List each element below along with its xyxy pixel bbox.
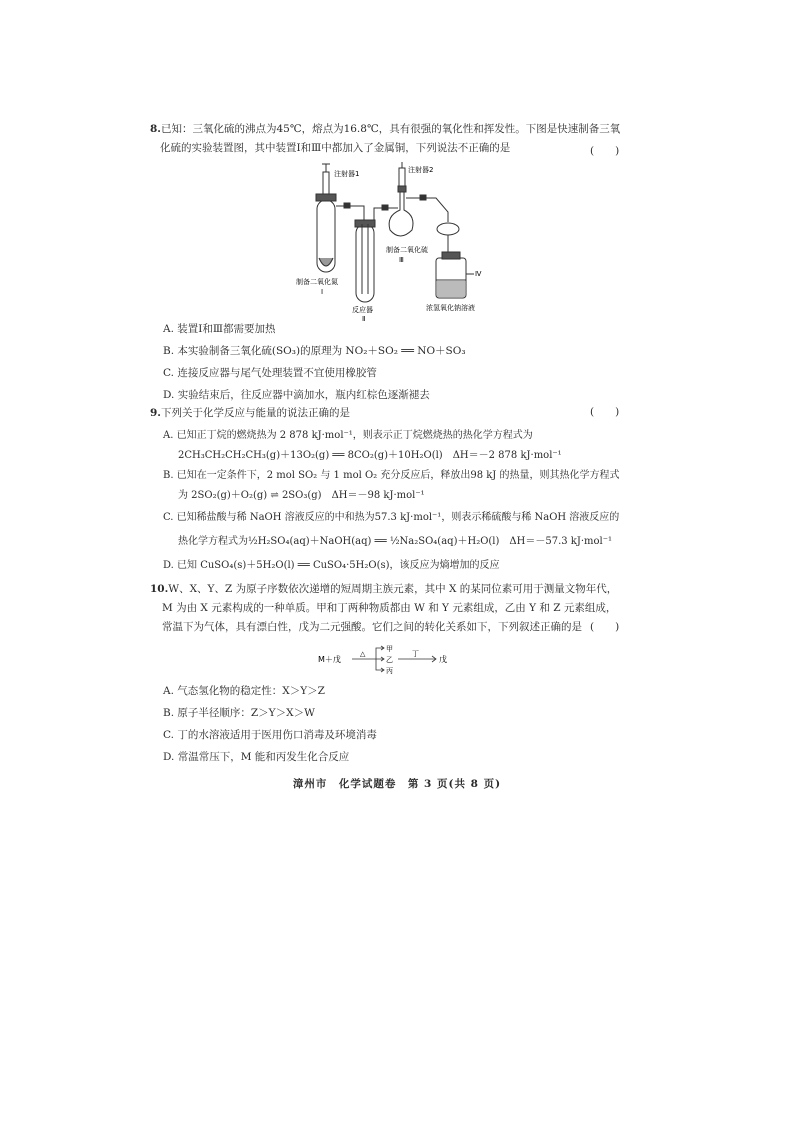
question-10-option-a: A. 气态氢化物的稳定性：X＞Y＞Z bbox=[163, 685, 325, 697]
absorber-number: Ⅳ bbox=[475, 270, 482, 278]
syringe-1-label: 注射器1 bbox=[334, 170, 360, 178]
scheme-reagent-ding: 丁 bbox=[412, 650, 419, 658]
question-9 bbox=[150, 404, 630, 423]
question-9-option-a-line-2: 2CH₃CH₂CH₂CH₃(g)＋13O₂(g) ══ 8CO₂(g)＋10H₂O(l) ΔH＝－2 878 kJ·mol⁻¹ bbox=[178, 450, 562, 461]
question-8-option-b: B. 本实验制备三氧化硫(SO₃)的原理为 NO₂＋SO₂ ══ NO＋SO₃ bbox=[163, 345, 466, 357]
scheme-heat-condition: △ bbox=[360, 650, 366, 658]
scheme-reactants: M＋戊 bbox=[318, 655, 341, 664]
question-9-option-c-line-2: 热化学方程式为½H₂SO₄(aq)＋NaOH(aq) ══ ½Na₂SO₄(aq)＋H₂O(l) ΔH＝－57.3 kJ·mol⁻¹ bbox=[178, 536, 613, 547]
question-9-option-d: D. 已知 CuSO₄(s)＋5H₂O(l) ══ CuSO₄·5H₂O(s)，该反应为熵增加的反应 bbox=[163, 560, 500, 571]
scheme-product-yi: 乙 bbox=[386, 656, 393, 664]
question-10 bbox=[150, 580, 630, 637]
question-10-option-c: C. 丁的水溶液适用于医用伤口消毒及环境消毒 bbox=[163, 729, 377, 741]
question-10-option-d: D. 常温常压下，M 能和丙发生化合反应 bbox=[163, 751, 350, 763]
safety-bulb bbox=[437, 223, 459, 235]
question-8-answer-bracket: ( ) bbox=[590, 145, 620, 157]
syringe-2 bbox=[399, 168, 405, 186]
flask-3 bbox=[389, 190, 413, 236]
question-8-line-1: 8.已知：三氧化硫的沸点为45℃，熔点为16.8℃，具有很强的氧化性和挥发性。下图是快速制备三氧 bbox=[150, 123, 621, 135]
question-8-option-a: A. 装置Ⅰ和Ⅲ都需要加热 bbox=[163, 323, 276, 335]
syringe-2-label: 注射器2 bbox=[408, 166, 434, 174]
question-9-answer-bracket: ( ) bbox=[590, 406, 620, 418]
reactor-number: Ⅱ bbox=[362, 315, 366, 322]
absorber-label: 浓氢氧化钠溶液 bbox=[426, 304, 475, 312]
question-10-answer-bracket: ( ) bbox=[590, 621, 620, 633]
question-10-line-3: 常温下为气体，具有漂白性，戊为二元强酸。它们之间的转化关系如下，下列叙述正确的是 bbox=[162, 621, 582, 633]
reactor-label: 反应器 bbox=[352, 306, 373, 314]
device-3-number: Ⅲ bbox=[399, 256, 404, 264]
page-footer: 漳州市 化学试题卷 第 3 页(共 8 页) bbox=[292, 778, 502, 790]
question-9-option-c-line-1: C. 已知稀盐酸与稀 NaOH 溶液反应的中和热为57.3 kJ·mol⁻¹，则表示稀硫酸与稀 NaOH 溶液反应的 bbox=[163, 512, 620, 523]
question-8 bbox=[150, 120, 630, 158]
device-1-label: 制备二氧化氮 bbox=[296, 278, 338, 286]
reactor-tube bbox=[356, 224, 374, 302]
question-8-line-2: 化硫的实验装置图，其中装置Ⅰ和Ⅲ中都加入了金属铜，下列说法不正确的是 bbox=[160, 142, 511, 154]
question-8-option-c: C. 连接反应器与尾气处理装置不宜使用橡胶管 bbox=[163, 367, 377, 379]
reaction-scheme bbox=[318, 642, 508, 676]
question-10-line-1: 10.W、X、Y、Z 为原子序数依次递增的短周期主族元素，其中 X 的某同位素可用于测量文物年代， bbox=[150, 583, 618, 595]
question-9-stem: 9.下列关于化学反应与能量的说法正确的是 bbox=[150, 407, 350, 419]
syringe-1 bbox=[323, 172, 329, 194]
question-10-line-2: M 为由 X 元素构成的一种单质。甲和丁两种物质都由 W 和 Y 元素组成，乙由 Y 和 Z 元素组成， bbox=[162, 602, 617, 614]
apparatus-diagram bbox=[290, 162, 500, 322]
device-1-number: Ⅰ bbox=[321, 288, 324, 296]
scheme-product-bing: 丙 bbox=[386, 667, 393, 675]
question-10-option-b: B. 原子半径顺序：Z＞Y＞X＞W bbox=[163, 707, 315, 719]
question-9-option-b-line-1: B. 已知在一定条件下，2 mol SO₂ 与 1 mol O₂ 充分反应后，释放出98 kJ 的热量，则其热化学方程式 bbox=[163, 470, 620, 481]
device-3-label: 制备二氧化硫 bbox=[386, 246, 428, 254]
question-8-option-d: D. 实验结束后，往反应器中滴加水，瓶内红棕色逐渐褪去 bbox=[163, 389, 430, 401]
question-9-option-b-line-2: 为 2SO₂(g)＋O₂(g) ⇌ 2SO₃(g) ΔH＝－98 kJ·mol⁻¹ bbox=[178, 490, 425, 501]
scheme-product-jia: 甲 bbox=[386, 645, 393, 653]
scheme-product-wu: 戊 bbox=[439, 655, 447, 664]
question-9-option-a-line-1: A. 已知正丁烷的燃烧热为 2 878 kJ·mol⁻¹，则表示正丁烷燃烧热的热化学方程式为 bbox=[163, 430, 533, 441]
